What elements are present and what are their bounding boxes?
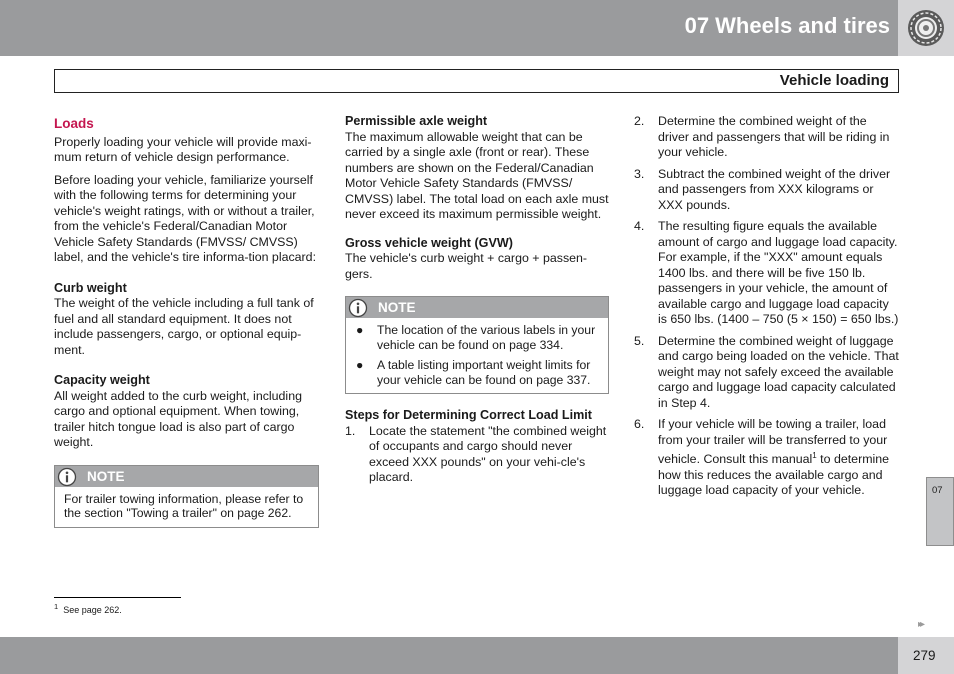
step-item: 6. If your vehicle will be towing a trailer, load from your trailer will be transferred to your vehicle. Consult this manual$^1$ to determine how this reduces the available cargo and luggage load capacity of your vehicle. <box>634 417 890 498</box>
column-2 <box>345 114 609 492</box>
curb-weight-heading: Curb weight <box>54 280 127 295</box>
chapter-side-tab[interactable]: 07 <box>926 477 954 546</box>
note-label: NOTE <box>87 468 125 484</box>
note-label: NOTE <box>378 300 416 315</box>
section-bar <box>54 69 899 93</box>
note-box-towing <box>54 465 319 528</box>
step-item: 5. Determine the combined weight of luggage and cargo being loaded on the vehicle. That weight may not safely exceed the available cargo and luggage load capacity calculated in Step 4. <box>634 333 899 410</box>
column-3 <box>634 114 900 505</box>
note-bullet-item: ● The location of the various labels in your vehicle can be found on page 334. <box>356 323 596 352</box>
axle-weight-text: The maximum allowable weight that can be carried by a single axle (front or rear). These numbers are shown on the Federal/Canadian Motor Vehicle Safety Standards (FMVSS/ CMVSS) label. The total load on each axle must never exceed its maximum permissible weight. <box>345 129 609 221</box>
column-1 <box>54 114 319 528</box>
step-item: 1. Locate the statement "the combined weight of occupants and cargo should never exceed XXX pounds" on your vehi-cle's placard. <box>345 423 607 484</box>
tire-icon <box>906 8 946 48</box>
gvw-heading: Gross vehicle weight (GVW) <box>345 235 513 250</box>
step-item: 4. The resulting figure equals the available amount of cargo and luggage load capacity. For example, if the "XXX" amount equals 1400 lbs. and there will be five 150 lb. passengers in your vehicle, the amount of available cargo and luggage load capacity is 650 lbs. (1400 – 750 (5 × 150) = 650 lbs.) <box>634 219 899 326</box>
steps-heading: Steps for Determining Correct Load Limit <box>345 408 593 422</box>
chapter-icon-box <box>898 0 954 56</box>
header-bar <box>0 0 954 56</box>
page-number: 279 <box>913 648 936 663</box>
curb-weight-text: The weight of the vehicle including a full tank of fuel and all standard equipment. It does not include passengers, cargo, or optional equip-ment. <box>54 296 314 357</box>
gvw-text: The vehicle's curb weight + cargo + passen-gers. <box>345 251 588 281</box>
loads-terms-text: Before loading your vehicle, familiarize yourself with the following terms for determining your vehicle's weight ratings, with or without a trailer, from the vehicle's Federal/Canadian Motor Vehicle Safety Standards (FMVSS/ CMVSS) label, and the vehicle's tire informa-tion placard: <box>54 172 317 264</box>
note-bullet-item: ● A table listing important weight limits for your vehicle can be found on page 337. <box>356 358 591 387</box>
note-text: For trailer towing information, please refer to the section "Towing a trailer" on page 262. <box>64 491 304 520</box>
footnote-ref[interactable]: 1 <box>812 451 817 460</box>
next-page-arrows[interactable]: ▸▸ <box>918 619 923 630</box>
note-header <box>346 297 608 318</box>
chapter-title: 07 Wheels and tires <box>684 13 890 38</box>
section-title: Vehicle loading <box>779 72 889 89</box>
info-icon <box>348 298 368 318</box>
footnote-divider <box>54 597 181 598</box>
step-item: 2. Determine the combined weight of the driver and passengers that will be riding in your vehicle. <box>634 114 890 159</box>
note-list-body <box>346 318 608 393</box>
axle-weight-heading: Permissible axle weight <box>345 114 488 128</box>
note-box-labels <box>345 296 609 394</box>
capacity-weight-text: All weight added to the curb weight, including cargo and optional equipment. When towing, trailer hitch tongue load is also part of cargo weight. <box>54 388 302 449</box>
step-item: 3. Subtract the combined weight of the driver and passengers from XXX kilograms or XXX pounds. <box>634 166 891 212</box>
info-icon <box>57 467 77 487</box>
loads-heading: Loads <box>54 116 94 131</box>
capacity-weight-heading: Capacity weight <box>54 373 150 387</box>
footer-bar <box>0 637 954 674</box>
loads-intro: Properly loading your vehicle will provide maxi-mum return of vehicle design performance. <box>54 134 312 164</box>
footnote: $^1$ See page 262. <box>54 602 122 615</box>
note-header <box>55 466 318 487</box>
